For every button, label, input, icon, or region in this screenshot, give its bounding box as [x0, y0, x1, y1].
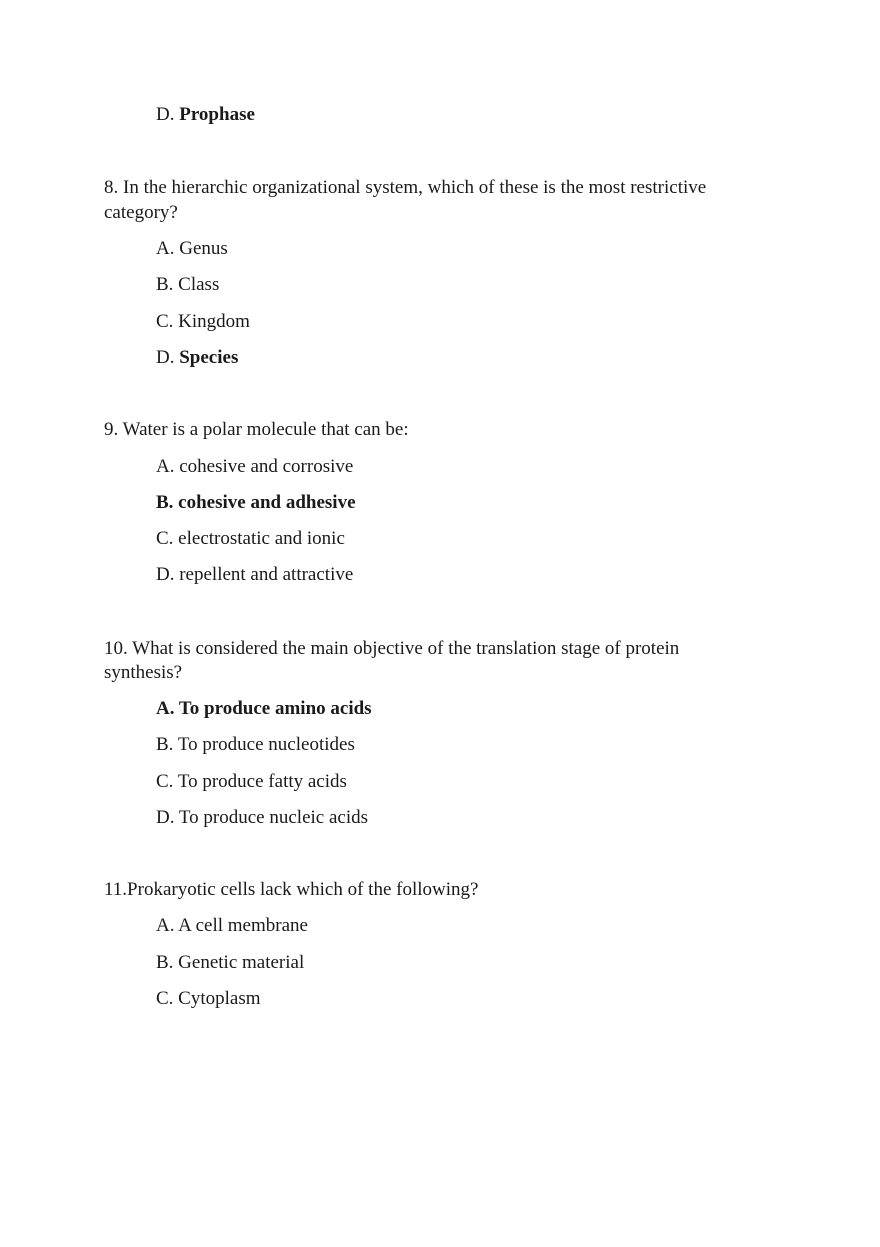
answer-text: Prophase — [179, 104, 255, 125]
q11-text: 11.Prokaryotic cells lack which of the following? — [104, 879, 479, 900]
q8-option-d — [156, 346, 238, 370]
q8-option-c: C. Kingdom — [156, 311, 250, 332]
q10-text-line2: synthesis? — [104, 662, 183, 683]
answer-text: Species — [179, 347, 239, 368]
q9-option-d: D. repellent and attractive — [156, 564, 354, 585]
option-letter: D. — [156, 347, 175, 368]
q8-text-line2: category? — [104, 202, 178, 223]
q8-option-b: B. Class — [156, 274, 220, 295]
q10-option-a-answer: A. To produce amino acids — [156, 698, 372, 719]
q8-text-line1: 8. In the hierarchic organizational system, which of these is the most restrictive — [104, 177, 707, 198]
q9-text: 9. Water is a polar molecule that can be: — [104, 419, 409, 440]
q9-option-b-answer: B. cohesive and adhesive — [156, 492, 356, 513]
q10-option-b: B. To produce nucleotides — [156, 734, 355, 755]
q11-option-a: A. A cell membrane — [156, 915, 308, 936]
q10-option-c: C. To produce fatty acids — [156, 771, 347, 792]
q10-option-d: D. To produce nucleic acids — [156, 807, 368, 828]
option-letter: D. — [156, 104, 175, 125]
q11-option-b: B. Genetic material — [156, 952, 305, 973]
q7-option-d — [156, 103, 255, 127]
q10-text-line1: 10. What is considered the main objective of the translation stage of protein — [104, 638, 680, 659]
q9-option-a: A. cohesive and corrosive — [156, 456, 354, 477]
q8-option-a: A. Genus — [156, 238, 228, 259]
q11-option-c: C. Cytoplasm — [156, 988, 261, 1009]
q9-option-c: C. electrostatic and ionic — [156, 528, 345, 549]
